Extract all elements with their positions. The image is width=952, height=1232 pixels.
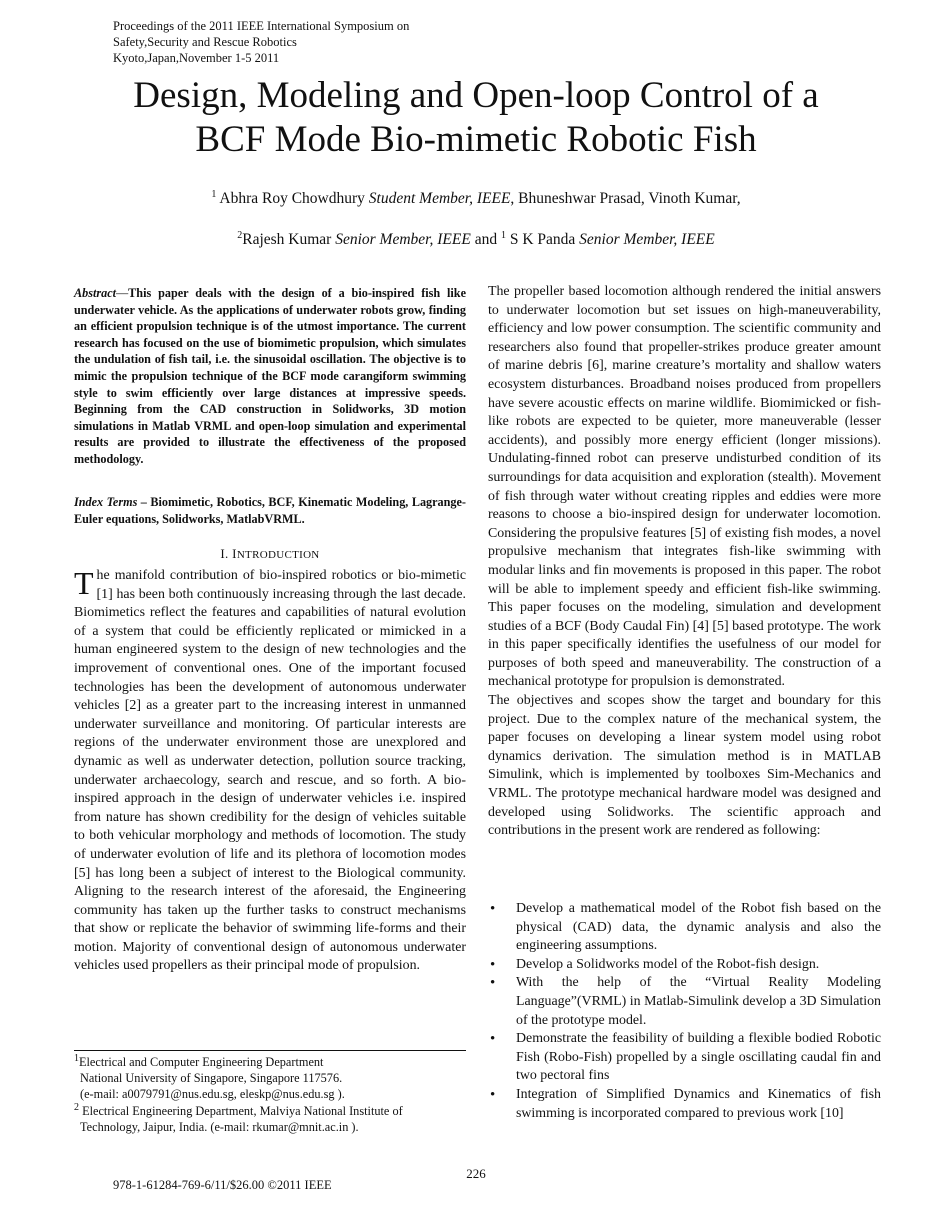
footnote-marker: 1 <box>74 1052 79 1064</box>
footnote-text: Technology, Jaipur, India. (e-mail: rkumar@mnit.ac.in ). <box>80 1119 359 1134</box>
footnotes <box>74 1054 474 1135</box>
list-item: • Develop a Solidworks model of the Robot-fish design. <box>488 956 881 975</box>
section-number: I. <box>220 546 229 561</box>
paper-title <box>0 74 952 162</box>
paragraph: The objectives and scopes show the target and boundary for this project. Due to the complex nature of the mechanical system, the paper focuses on developing a linear system model using robot dynamics derivation. The simulation method is in MATLAB Simulink, which is implemented by toolboxes Sim-Mechanics and VRML. The prototype mechanical hardware model was designed and developed using Solidworks. The scientific approach and contributions in the present work are rendered as following: <box>488 693 881 839</box>
index-terms <box>74 494 466 527</box>
title-line: BCF Mode Bio-mimetic Robotic Fish <box>195 119 757 160</box>
section-heading <box>74 546 466 562</box>
author-role: Senior Member, IEEE <box>335 231 471 248</box>
list-item: • Demonstrate the feasibility of building a flexible bodied Robotic Fish (Robo-Fish) propelled by a single oscillating caudal fin and two pectoral fins <box>488 1030 881 1086</box>
author-name: Abhra Roy Chowdhury <box>219 190 365 207</box>
conference-line: Safety,Security and Rescue Robotics <box>113 35 297 49</box>
section-title <box>232 546 319 561</box>
footnote-text: (e-mail: a0079791@nus.edu.sg, eleskp@nus.edu.sg ). <box>80 1087 345 1102</box>
author-line-2 <box>0 231 952 249</box>
author-name: S K Panda <box>509 231 576 248</box>
index-terms-dash: – <box>137 495 151 509</box>
conference-header <box>113 18 409 66</box>
footnote-rule <box>74 1050 466 1051</box>
author-conjunction: and <box>474 231 498 248</box>
footnote-text: Electrical Engineering Department, Malviya National Institute of <box>82 1103 403 1118</box>
drop-cap: T <box>74 565 94 601</box>
index-terms-text: Biomimetic, Robotics, BCF, Kinematic Modeling, Lagrange-Euler equations, Solidworks, MatlabVRML. <box>74 495 466 526</box>
abstract-text: This paper deals with the design of a bio-inspired fish like underwater vehicle. As the applications of underwater robots grow, finding an efficient propulsion technique is of the utmost importance. The current research has focused on the use of biomimetic propulsion, which simulates the undulation of fish tail, i.e. the sinusoidal oscillation. The objective is to mimic the propulsion technique of the BCF mode carangiform swimming style to swim efficiently over large distances at impressive speeds. Beginning from the CAD construction in Solidworks, 3D motion simulations in Matlab VRML and open-loop simulation and experimental results are provided to illustrate the effectiveness of the proposed methodology. <box>74 286 466 466</box>
contributions-list <box>488 900 881 1123</box>
right-column <box>488 283 881 841</box>
section-title-initial: I <box>232 546 237 561</box>
list-item: • With the help of the “Virtual Reality Modeling Language”(VRML) in Matlab-Simulink develop a 3D Simulation of the prototype model. <box>488 974 881 1030</box>
intro-text: he manifold contribution of bio-inspired robotics or bio-mimetic [1] has been both continuously increasing through the last decade. Biomimetics reflect the features and capabilities of natural evolution of a system that could be efficiently replicated or mimicked in a human engineered system to the design of new technologies and the improvement of conventional ones. One of the important focused technologies has been the development of autonomous underwater vehicles [2] as a greater part to the increasing interest in unmanned underwater surveillance and monitoring. Of particular interests are regions of the underwater environment those are unexplored and dynamic as well as underwater detection, pollution source tracking, underwater archaecology, search and rescue, and so forth. A bio-inspired approach in the design of underwater vehicles i.e. inspired from nature has shown credibility for the design of vehicles suitable to both vehicular morphology and methods of locomotion. The study of underwater evolution of life and its plethora of locomotion modes [5] has long been a subject of interest to the Biological community. Aligning to the research interest of the aforesaid, the Engineering community has taken up the further tasks to construct mechanisms that show or replicate the behavior of swimming life-forms and their motion. Majority of conventional design of autonomous underwater vehicles used propellers as their principal mode of propulsion. <box>74 568 466 974</box>
list-item: • Develop a mathematical model of the Robot fish based on the physical (CAD) data, the dynamic analysis and also the engineering assumptions. <box>488 900 881 956</box>
author-role: Senior Member, IEEE <box>579 231 715 248</box>
abstract-dash: — <box>115 286 129 300</box>
paragraph: The propeller based locomotion although rendered the initial answers to underwater locomotion but set issues on high-maneuverability, efficiency and low power consumption. The scientific community and researchers also found that propeller-strikes produce greater amount of marine debris [6], marine creature’s mortality and shallow waters ecosystem disturbances. Broadband noises produced from propellers have severe acoustic effects on marine wildlife. Biomimicked or fish-like robots are expected to be quieter, more maneuverable (lesser accidents), and possibly more energy efficient (longer missions). Undulating-finned robot can preserve undisturbed condition of its surroundings for data acquisition and exploration (stealth). Movement of fish through water without creating ripples and eddies were more reasons to choose a bio-inspired design for underwater locomotion. Considering the propulsive features [5] of existing fish modes, a novel propulsive mechanism that integrates fish-like swimming with modular links and fin movements is proposed in this paper. The robot will be able to implement speedy and efficient fish-like swimming. This paper focuses on the modeling, simulation and development studies of a BCF (Body Caudal Fin) [4] [5] based prototype. The work in this paper specifically identifies the usefulness of our model for purposes of both speed and maneuverability. The construction of a mechanical prototype for propulsion is demonstrated. <box>488 284 881 690</box>
paragraph <box>74 567 466 976</box>
footnote-text: Electrical and Computer Engineering Department <box>79 1055 324 1069</box>
footnote-text: National University of Singapore, Singapore 117576. <box>80 1071 343 1086</box>
author-line-1 <box>0 190 952 208</box>
conference-line: Proceedings of the 2011 IEEE International Symposium on <box>113 19 410 33</box>
title-line: Design, Modeling and Open-loop Control of a <box>133 75 819 116</box>
copyright-line: 978-1-61284-769-6/11/$26.00 ©2011 IEEE <box>113 1178 332 1192</box>
abstract-label: Abstract <box>74 286 116 300</box>
author-rest: , Bhuneshwar Prasad, Vinoth Kumar, <box>510 190 741 207</box>
footnote-marker: 2 <box>74 1101 79 1113</box>
author-name: Rajesh Kumar <box>242 231 332 248</box>
list-item: • Integration of Simplified Dynamics and Kinematics of fish swimming is incorporated compared to previous work [10] <box>488 1086 881 1123</box>
abstract <box>74 285 466 468</box>
affiliation-marker: 1 <box>500 229 506 241</box>
author-role: Student Member, IEEE <box>368 190 511 207</box>
introduction-body <box>74 567 466 976</box>
conference-line: Kyoto,Japan,November 1-5 2011 <box>113 51 280 65</box>
affiliation-marker: 1 <box>211 188 217 200</box>
index-terms-label: Index Terms <box>74 495 138 509</box>
page-number: 226 <box>466 1166 486 1181</box>
affiliation-marker: 2 <box>237 229 243 241</box>
section-title-rest: NTRODUCTION <box>236 549 320 561</box>
